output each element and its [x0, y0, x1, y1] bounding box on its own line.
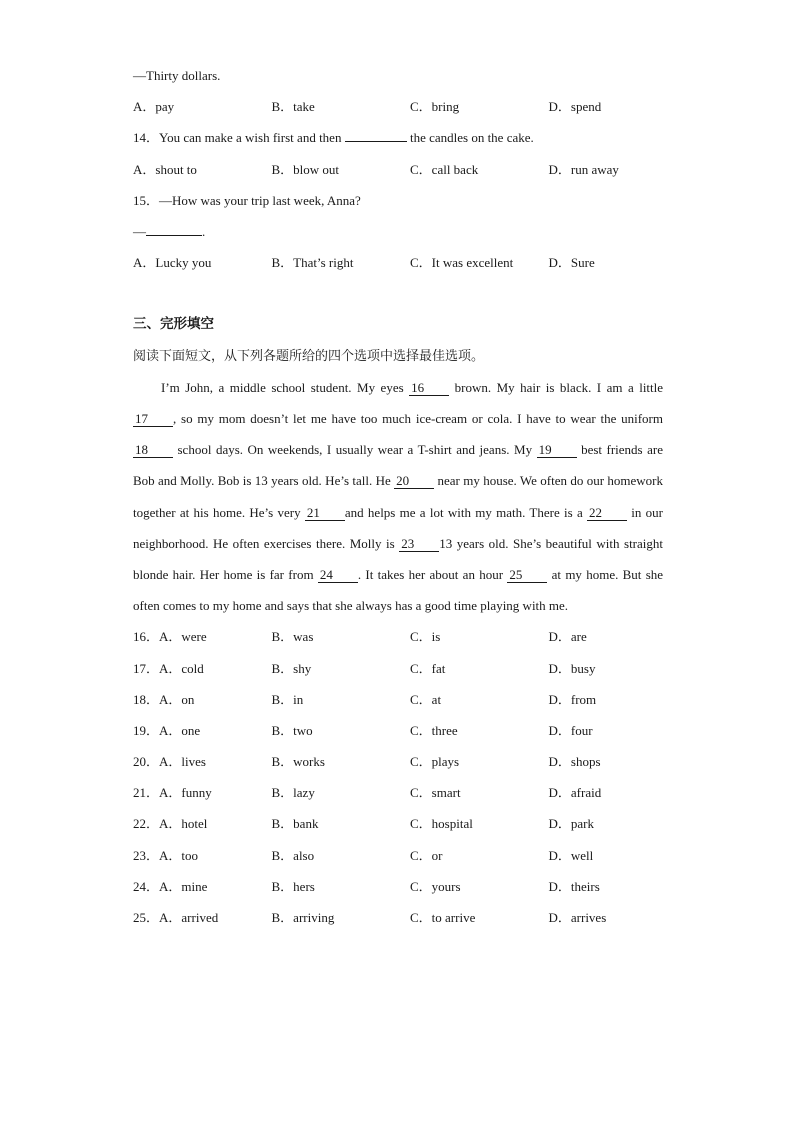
- option-b: B．lazy: [271, 785, 315, 801]
- q14-suffix: the candles on the cake.: [409, 130, 534, 146]
- question-number: 22．: [133, 816, 160, 832]
- passage-text: , so my mom doesn’t let me have too much ice-cream or cola. I have to wear the uniform: [173, 410, 663, 426]
- passage-text: and helps me a lot with my math. There is a: [344, 504, 583, 520]
- option-c: C．at: [410, 691, 442, 707]
- option-b: B．bank: [271, 816, 319, 832]
- option-d: D．four: [548, 722, 593, 738]
- passage-text: . It takes her about an hour: [357, 566, 504, 582]
- blank-24: 24: [318, 568, 358, 583]
- option-c: C．hospital: [410, 816, 473, 832]
- passage-text: school days. On weekends, I usually wear a T-shirt and jeans. My: [177, 442, 533, 458]
- blank-23: 23: [399, 537, 439, 552]
- passage-text: best friends are Bob and Molly. Bob is 13 years old. He’s tall. He: [133, 442, 663, 489]
- option-a: [133, 684, 272, 715]
- passage-text: 13 years old. She’s beautiful with straight blonde hair. Her home is far from: [133, 535, 664, 582]
- option-text: A．mine: [159, 878, 208, 894]
- option-b: B．also: [271, 847, 315, 863]
- passage-text: at my home. But she often comes to my home and says that she always has a good time playing with me.: [133, 566, 664, 614]
- option-d: D．from: [548, 691, 597, 707]
- question-number: 23．: [133, 847, 160, 863]
- question-number: 18．: [133, 691, 160, 707]
- cloze-question-row: [133, 840, 663, 871]
- option-d: D．busy: [548, 660, 596, 676]
- option-a: [133, 871, 272, 902]
- passage-text: near my house. We often do our homework together at his home. He’s very: [133, 473, 664, 520]
- option-d: D．are: [548, 629, 587, 645]
- option-d: D．shops: [548, 754, 601, 770]
- q15-period: .: [202, 223, 206, 239]
- option-text: A．one: [159, 722, 201, 738]
- q13-answer-line: —Thirty dollars.: [133, 68, 221, 83]
- cloze-question-row: [133, 684, 663, 715]
- blank-22: 22: [587, 506, 627, 521]
- question-number: 21．: [133, 785, 160, 801]
- question-number: 19．: [133, 722, 160, 738]
- option-a: [133, 653, 272, 684]
- option-text: A．too: [159, 847, 199, 863]
- cloze-question-row: [133, 746, 663, 777]
- cloze-question-row: [133, 715, 663, 746]
- option-b: B．arriving: [271, 910, 335, 925]
- option-d: D．run away: [548, 161, 619, 177]
- q14-options: [133, 154, 663, 185]
- q15-dash: —: [133, 223, 146, 239]
- passage-text: brown. My hair is black. I am a little: [454, 379, 664, 395]
- q14-blank: [345, 141, 407, 142]
- question-number: 20．: [133, 754, 160, 770]
- option-c: C．call back: [410, 161, 479, 177]
- blank-21: 21: [305, 506, 345, 521]
- option-c: C．yours: [410, 878, 461, 894]
- option-text: A．lives: [159, 754, 206, 770]
- option-b: B．works: [271, 754, 325, 770]
- option-c: C．is: [410, 629, 441, 645]
- passage-text: in our neighborhood. He often exercises there. Molly is: [133, 504, 663, 551]
- option-a: [133, 808, 272, 839]
- option-c: C．fat: [410, 660, 446, 676]
- option-b: B．That’s right: [271, 255, 354, 271]
- option-a: [133, 715, 272, 746]
- cloze-question-row: [133, 902, 663, 933]
- option-c: C．bring: [410, 99, 460, 115]
- blank-18: 18: [133, 443, 173, 458]
- option-text: A．funny: [159, 785, 212, 801]
- document-page: [133, 60, 663, 933]
- question-number: 24．: [133, 878, 160, 894]
- option-c: C．to arrive: [410, 910, 476, 925]
- cloze-passage: [133, 372, 663, 622]
- q14-stem: [133, 122, 663, 153]
- blank-17: 17: [133, 412, 173, 427]
- question-number: 17．: [133, 660, 160, 676]
- cloze-question-row: [133, 621, 663, 652]
- option-d: D．Sure: [548, 255, 595, 271]
- cloze-question-row: [133, 653, 663, 684]
- option-a: [133, 621, 272, 652]
- option-a: [133, 840, 272, 871]
- section-instruction: 阅读下面短文，从下列各题所给的四个选项中选择最佳选项。: [133, 348, 485, 364]
- q15-answer: [133, 216, 663, 247]
- option-b: B．hers: [271, 878, 315, 894]
- cloze-question-row: [133, 777, 663, 808]
- option-b: B．in: [271, 691, 304, 707]
- blank-16: 16: [409, 381, 449, 396]
- option-a: A．Lucky you: [133, 255, 212, 271]
- cloze-question-row: [133, 871, 663, 902]
- option-a: [133, 902, 272, 933]
- option-text: A．cold: [159, 660, 204, 676]
- option-d: D．well: [548, 847, 594, 863]
- option-b: B．blow out: [271, 161, 340, 177]
- option-d: D．theirs: [548, 878, 600, 894]
- option-b: B．take: [271, 99, 315, 115]
- option-text: A．arrived: [159, 910, 219, 925]
- option-c: C．smart: [410, 785, 461, 801]
- option-a: A．pay: [133, 99, 175, 115]
- option-a: [133, 746, 272, 777]
- option-b: B．shy: [271, 660, 312, 676]
- q13-options: [133, 91, 663, 122]
- option-b: B．was: [271, 629, 314, 645]
- cloze-question-list: [133, 621, 663, 933]
- blank-19: 19: [537, 443, 577, 458]
- option-c: C．or: [410, 847, 443, 863]
- option-a: A．shout to: [133, 161, 197, 177]
- option-b: B．two: [271, 722, 313, 738]
- q15-blank: [146, 235, 202, 236]
- option-text: A．on: [159, 691, 195, 707]
- q15-options: [133, 247, 663, 278]
- blank-25: 25: [507, 568, 547, 583]
- option-d: D．spend: [548, 99, 602, 115]
- q14-prefix: 14．You can make a wish first and then: [133, 130, 342, 146]
- option-text: A．hotel: [159, 816, 208, 832]
- passage-text: I’m John, a middle school student. My eyes: [161, 379, 404, 395]
- option-d: D．afraid: [548, 785, 602, 801]
- option-text: A．were: [159, 629, 207, 645]
- cloze-question-row: [133, 808, 663, 839]
- option-c: C．three: [410, 722, 458, 738]
- option-d: D．arrives: [548, 910, 607, 925]
- question-number: 25．: [133, 910, 160, 925]
- option-d: D．park: [548, 816, 594, 832]
- option-c: C．It was excellent: [410, 255, 514, 271]
- q15-prompt: 15．—How was your trip last week, Anna?: [133, 192, 361, 208]
- question-number: 16．: [133, 629, 160, 645]
- option-c: C．plays: [410, 754, 460, 770]
- blank-20: 20: [394, 474, 434, 489]
- section-title: 三、完形填空: [133, 316, 214, 333]
- option-a: [133, 777, 272, 808]
